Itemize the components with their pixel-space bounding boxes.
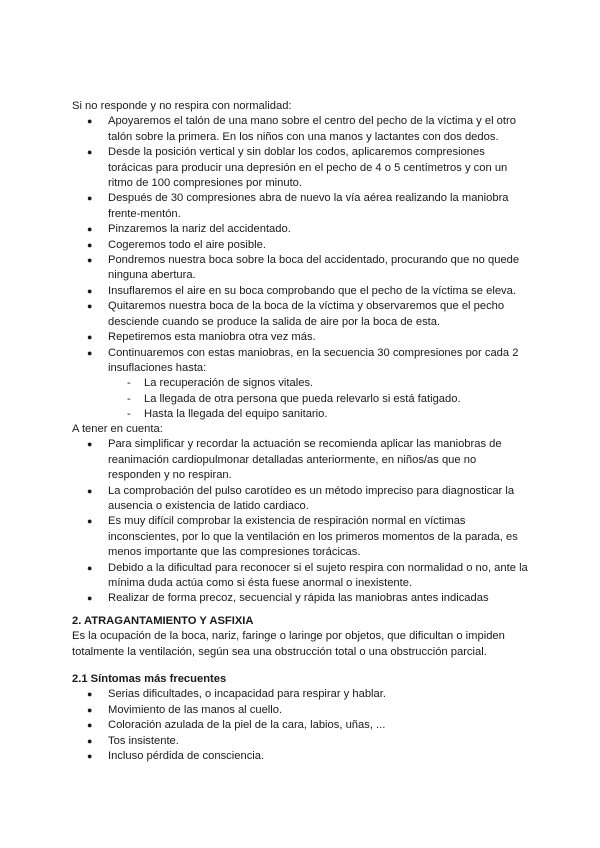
list-item bbox=[72, 238, 532, 253]
bullet-icon: ● bbox=[87, 116, 93, 127]
cpr-intro: Si no responde y no respira con normalidad: bbox=[72, 100, 292, 112]
list-item-text: Para simplificar y recordar la actuación se recomienda aplicar las maniobras de reanimación cardiopulmonar detalladas anteriormente, en niños/as que no responden y no respiran. bbox=[108, 438, 502, 482]
list-item bbox=[72, 484, 532, 515]
list-item bbox=[72, 191, 532, 222]
choking-section bbox=[72, 614, 532, 660]
list-item-text: Quitaremos nuestra boca de la boca de la víctima y observaremos que el pecho desciende cuando se produce la salida de aire por la boca de esta. bbox=[108, 300, 505, 328]
list-item-text: La recuperación de signos vitales. bbox=[144, 377, 314, 390]
list-item-text: Serias dificultades, o incapacidad para respirar y hablar. bbox=[108, 688, 386, 701]
notes-intro: A tener en cuenta: bbox=[72, 423, 163, 435]
bullet-icon: ● bbox=[87, 735, 93, 746]
symptoms-list bbox=[72, 687, 532, 764]
list-item bbox=[72, 734, 532, 749]
list-item bbox=[72, 718, 532, 733]
list-item bbox=[72, 591, 532, 606]
list-item-text: Repetiremos esta maniobra otra vez más. bbox=[108, 331, 316, 344]
bullet-icon: ● bbox=[87, 332, 93, 343]
list-item bbox=[72, 392, 532, 407]
list-item bbox=[72, 703, 532, 718]
bullet-icon: ● bbox=[87, 255, 93, 266]
list-item bbox=[72, 437, 532, 483]
list-item-text: Insuflaremos el aire en su boca comprobando que el pecho de la víctima se eleva. bbox=[108, 284, 516, 297]
list-item-text: La llegada de otra persona que pueda relevarlo si está fatigado. bbox=[144, 392, 461, 405]
bullet-icon: ● bbox=[87, 224, 93, 235]
bullet-icon: ● bbox=[87, 285, 93, 296]
symptoms-section bbox=[72, 672, 532, 764]
bullet-icon: ● bbox=[87, 347, 93, 358]
list-item-text: Cogeremos todo el aire posible. bbox=[108, 238, 266, 251]
cpr-steps-list bbox=[72, 114, 532, 376]
bullet-icon: ● bbox=[87, 516, 93, 527]
bullet-icon: ● bbox=[87, 239, 93, 250]
list-item bbox=[72, 687, 532, 702]
list-item-text: Realizar de forma precoz, secuencial y rápida las maniobras antes indicadas bbox=[108, 592, 489, 605]
list-item bbox=[72, 114, 532, 145]
list-item-text: Pondremos nuestra boca sobre la boca del accidentado, procurando que no quede ninguna abertura. bbox=[108, 254, 520, 282]
bullet-icon: ● bbox=[87, 704, 93, 715]
list-item bbox=[72, 253, 532, 284]
bullet-icon: ● bbox=[87, 301, 93, 312]
list-item bbox=[72, 407, 532, 422]
bullet-icon: ● bbox=[87, 147, 93, 158]
bullet-icon: ● bbox=[87, 720, 93, 731]
notes-list bbox=[72, 437, 532, 606]
list-item-text: Pinzaremos la nariz del accidentado. bbox=[108, 223, 291, 236]
choking-description: Es la ocupación de la boca, nariz, faringe o laringe por objetos, que dificultan o impiden totalmente la ventilación, según sea una obstrucción total o una obstrucción parcial. bbox=[72, 630, 505, 658]
subsection-heading: 2.1 Síntomas más frecuentes bbox=[72, 673, 227, 685]
list-item bbox=[72, 145, 532, 191]
bullet-icon: ● bbox=[87, 485, 93, 496]
bullet-icon: ● bbox=[87, 562, 93, 573]
list-item bbox=[72, 749, 532, 764]
list-item-text: Debido a la dificultad para reconocer si el sujeto respira con normalidad o no, ante la mínima duda actúa como si ésta fuese anormal o inexistente. bbox=[108, 561, 528, 590]
list-item bbox=[72, 561, 532, 592]
notes-section bbox=[72, 422, 532, 607]
list-item-text: Coloración azulada de la piel de la cara, labios, uñas, ... bbox=[108, 719, 386, 732]
bullet-icon: ● bbox=[87, 593, 93, 604]
bullet-icon: ● bbox=[87, 193, 93, 204]
list-item-text: Es muy difícil comprobar la existencia de respiración normal en víctimas inconscientes, por lo que la ventilación en los primeros momentos de la parada, es menos importante que las compresiones torácicas. bbox=[108, 515, 518, 559]
list-item bbox=[72, 222, 532, 237]
list-item-text: Apoyaremos el talón de una mano sobre el centro del pecho de la víctima y el otro talón sobre la primera. En los niños con una manos y lactantes con dos dedos. bbox=[108, 115, 516, 143]
list-item bbox=[72, 284, 532, 299]
list-item bbox=[72, 346, 532, 377]
cpr-until-list bbox=[72, 376, 532, 422]
bullet-icon: ● bbox=[87, 439, 93, 450]
dash-icon: - bbox=[127, 377, 131, 390]
list-item-text: La comprobación del pulso carotídeo es un método impreciso para diagnosticar la ausencia o existencia de latido cardiaco. bbox=[108, 484, 515, 513]
list-item-text: Tos insistente. bbox=[108, 734, 179, 747]
section-heading: 2. ATRAGANTAMIENTO Y ASFIXIA bbox=[72, 615, 254, 627]
list-item bbox=[72, 376, 532, 391]
bullet-icon: ● bbox=[87, 689, 93, 700]
list-item-text: Incluso pérdida de consciencia. bbox=[108, 750, 265, 763]
list-item bbox=[72, 514, 532, 560]
bullet-icon: ● bbox=[87, 751, 93, 762]
cpr-section bbox=[72, 99, 532, 423]
list-item bbox=[72, 330, 532, 345]
list-item-text: Desde la posición vertical y sin doblar los codos, aplicaremos compresiones torácicas para producir una depresión en el pecho de 4 o 5 centímetros y con un ritmo de 100 compresiones por minuto. bbox=[108, 146, 508, 190]
list-item-text: Después de 30 compresiones abra de nuevo la vía aérea realizando la maniobra frente-mentón. bbox=[108, 192, 509, 220]
dash-icon: - bbox=[127, 392, 131, 405]
list-item bbox=[72, 299, 532, 330]
list-item-text: Hasta la llegada del equipo sanitario. bbox=[144, 408, 328, 421]
list-item-text: Continuaremos con estas maniobras, en la secuencia 30 compresiones por cada 2 insuflaciones hasta: bbox=[108, 346, 519, 374]
dash-icon: - bbox=[127, 408, 131, 421]
list-item-text: Movimiento de las manos al cuello. bbox=[108, 703, 283, 716]
